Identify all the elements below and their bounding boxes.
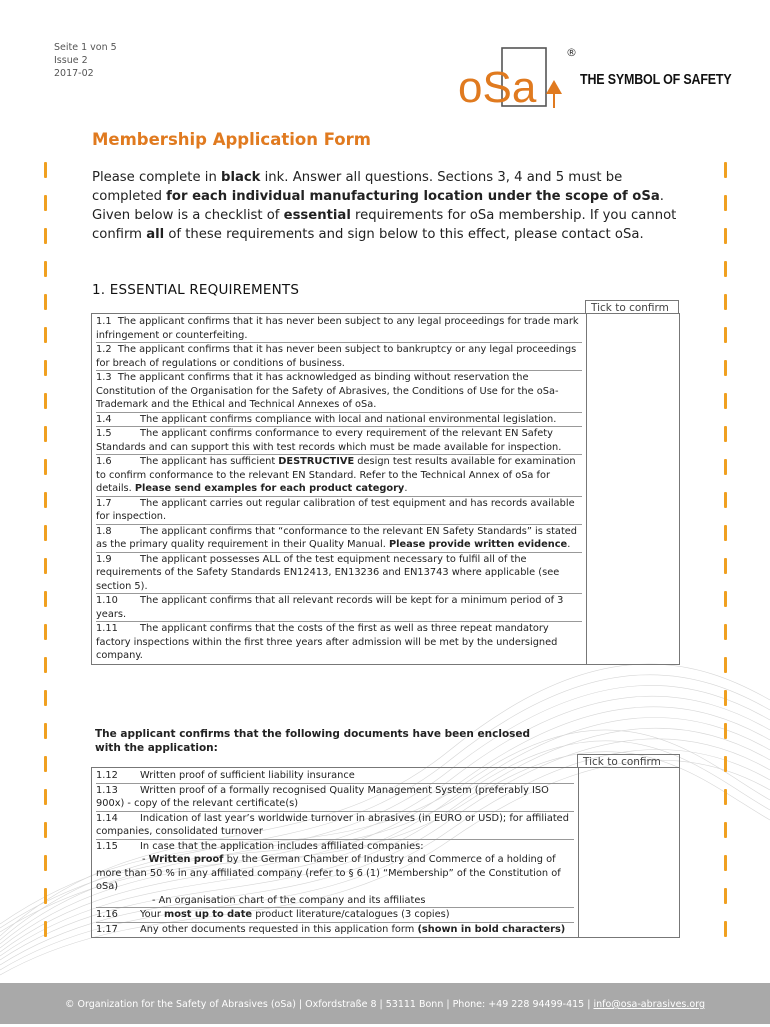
margin-stripe [44,657,47,673]
page-indicator: Seite 1 von 5 [54,42,117,53]
item-text: product literature/catalogues (3 copies) [252,909,450,920]
item-number: 1.17 [96,923,118,935]
intro-text: requirements for oSa membership. If you cannot confirm [92,208,677,242]
margin-stripe [44,855,47,871]
item-text: - An organisation chart of the company and its affiliates [152,894,426,906]
item-text: The applicant confirms that all relevant records will be kept for a minimum period of 3 years. [96,595,564,620]
margin-stripe [724,690,727,706]
margin-stripe [44,591,47,607]
tick-column-header: Tick to confirm [585,300,679,314]
requirement-1-4 [96,413,582,428]
requirements-list [92,314,587,665]
document-1-12 [96,769,574,784]
requirement-1-11 [96,622,582,663]
margin-stripe [724,459,727,475]
item-bold: Please send examples for each product category [134,483,405,494]
item-number: 1.16 [96,909,118,920]
margin-stripe [44,558,47,574]
requirement-1-7 [96,497,582,525]
requirement-1-5 [96,427,582,455]
margin-stripe [724,426,727,442]
item-text: The applicant possesses ALL of the test equipment necessary to fulfil all of the requirements of the Safety Standards EN12413, EN13236 and EN13743 where applicable (see section 5). [96,553,560,592]
item-text: . [567,539,571,550]
margin-stripe [44,261,47,277]
margin-stripe [44,624,47,640]
margin-stripe [724,261,727,277]
item-number: 1.8 [96,525,112,537]
margin-stripe [44,690,47,706]
margin-stripe [44,525,47,541]
margin-stripe [724,624,727,640]
margin-stripe [44,294,47,310]
item-bold: (shown in bold characters) [417,923,566,935]
item-number: 1.15 [96,840,118,852]
item-number: 1.4 [96,413,112,425]
item-number: 1.5 [96,428,112,439]
margin-stripe [44,426,47,442]
intro-text: of these requirements and sign below to this effect, please contact oSa. [164,227,644,242]
requirement-1-8 [96,525,582,553]
requirement-1-9 [96,553,582,595]
margin-stripe [724,789,727,805]
enclosed-documents-intro: The applicant confirms that the following documents have been enclosed with the application: [95,728,531,754]
requirement-1-2 [96,343,582,371]
section-heading: 1. ESSENTIAL REQUIREMENTS [92,282,300,298]
requirements-table [91,313,680,665]
item-bold: Please provide written evidence [389,539,568,550]
tick-to-confirm-box[interactable] [579,768,680,938]
item-bold: Written proof [148,854,224,865]
item-number: 1.3 [96,372,112,383]
item-text: . [404,483,408,494]
margin-stripe [44,459,47,475]
intro-text: ink. Answer all questions. Sections 3, 4 and 5 must be completed [92,170,623,204]
document-1-14 [96,812,574,840]
intro-bold: all [146,227,165,242]
item-text: The applicant has sufficient [140,456,279,467]
margin-stripe [44,756,47,772]
item-text: The applicant confirms that the costs of the first as well as three repeat mandatory factory inspections within the first three years after admission will be met by the undersigned company. [96,623,558,661]
item-text: The applicant confirms that “conformance to the relevant EN Safety Standards” is stated as the primary quality requirement in their Quality Manual. [96,525,578,550]
margin-stripe [44,393,47,409]
margin-stripe [724,756,727,772]
intro-bold: for each individual manufacturing location under the scope of oSa [166,189,660,204]
item-number: 1.10 [96,595,118,606]
margin-stripe [724,162,727,178]
item-number: 1.12 [96,770,118,781]
item-text: The applicant confirms that it has never been subject to bankruptcy or any legal proceedings for breach of regulations or conditions of business. [96,344,577,369]
footer-text: © Organization for the Safety of Abrasives (oSa) | Oxfordstraße 8 | 53111 Bonn | Phone: +49 228 94499-415 | [65,999,594,1010]
margin-stripe [44,162,47,178]
requirement-1-3 [96,371,582,413]
item-text: Any other documents requested in this application form [140,923,418,935]
registered-mark: ® [566,46,577,59]
tick-column-header: Tick to confirm [577,754,680,768]
document-1-15 [96,840,574,909]
margin-stripe [44,822,47,838]
margin-stripe [724,657,727,673]
page-footer [0,983,770,1024]
margin-stripe [724,360,727,376]
item-text: The applicant confirms compliance with local and national environmental legislation. [140,413,557,425]
document-1-17 [96,923,574,937]
intro-paragraph [92,168,692,244]
margin-stripe [724,195,727,211]
page-title: Membership Application Form [92,130,371,149]
document-meta [54,41,117,80]
item-bold: most up to date [164,909,253,920]
item-text: Indication of last year’s worldwide turnover in abrasives (in EURO or USD); for affiliated companies, consolidated turnover [96,812,569,837]
margin-stripe [724,723,727,739]
enclosed-documents-list [92,768,579,938]
intro-text: . Given below is a checklist of [92,189,664,223]
margin-stripe [724,294,727,310]
margin-stripe [724,492,727,508]
margin-stripe [724,558,727,574]
margin-stripe [44,888,47,904]
item-text: by the German Chamber of Industry and Commerce of a holding of more than 50 % in any affiliated company (refer to § 6 (1) “Membership” of the Constitution of oSa) [96,854,561,892]
issue-date: 2017-02 [54,68,94,79]
margin-stripe [724,591,727,607]
item-text: Written proof of a formally recognised Quality Management System (preferably ISO 900x) - copy of the relevant certificate(s) [96,784,549,809]
margin-stripe [44,789,47,805]
tick-to-confirm-box[interactable] [587,314,680,665]
margin-stripe [724,228,727,244]
intro-text: Please complete in [92,170,221,185]
margin-stripe [724,855,727,871]
item-text: The applicant confirms that it has never been subject to any legal proceedings for trade mark infringement or counterfeiting. [96,316,579,341]
item-text: In case that the application includes affiliated companies: [140,840,424,852]
item-text: Your [140,909,165,920]
requirement-1-10 [96,594,582,622]
requirement-1-6 [96,455,582,497]
margin-stripe [44,228,47,244]
document-1-16 [96,908,574,923]
item-text: The applicant confirms conformance to every requirement of the relevant EN Safety Standards and can support this with test records which must be made available for inspection. [96,428,562,453]
footer-email-link[interactable]: info@osa-abrasives.org [593,999,705,1010]
item-text: Written proof of sufficient liability insurance [140,770,355,781]
margin-stripe [724,525,727,541]
document-1-13 [96,784,574,812]
item-number: 1.7 [96,497,112,509]
item-text: The applicant confirms that it has acknowledged as binding without reservation the Constitution of the Organisation for the Safety of Abrasives, the Conditions of Use for the oSa-Trademark and the Ethical and Technical Annexes of oSa. [96,372,559,410]
item-number: 1.1 [96,316,112,327]
intro-bold: essential [283,208,351,223]
margin-stripe [44,492,47,508]
item-text: The applicant carries out regular calibration of test equipment and has records available for inspection. [96,497,575,522]
requirement-1-1 [96,315,582,343]
margin-stripe [44,921,47,937]
margin-stripe [724,888,727,904]
margin-stripe [724,822,727,838]
margin-stripe [44,360,47,376]
enclosed-documents-table [91,767,680,938]
logo-triangle-icon [546,80,562,94]
margin-stripe [44,723,47,739]
item-number: 1.11 [96,623,118,634]
margin-stripe [724,327,727,343]
margin-stripe [44,327,47,343]
item-number: 1.13 [96,784,118,796]
osa-logo [458,44,570,114]
logo-wordmark: oSa [458,63,537,112]
item-number: 1.9 [96,553,112,565]
item-number: 1.14 [96,812,118,824]
issue-label: Issue 2 [54,55,88,66]
margin-stripe [724,393,727,409]
item-dash: - [142,854,149,865]
item-text: design test results available for examination to confirm conformance to the relevant EN Standard. Refer to the Technical Annex of oSa for details. [96,456,576,494]
intro-bold: black [221,170,261,185]
item-number: 1.6 [96,456,112,467]
margin-stripe [44,195,47,211]
margin-stripe [724,921,727,937]
item-bold: DESTRUCTIVE [278,456,355,467]
brand-slogan: THE SYMBOL OF SAFETY [580,72,732,88]
item-number: 1.2 [96,344,112,355]
